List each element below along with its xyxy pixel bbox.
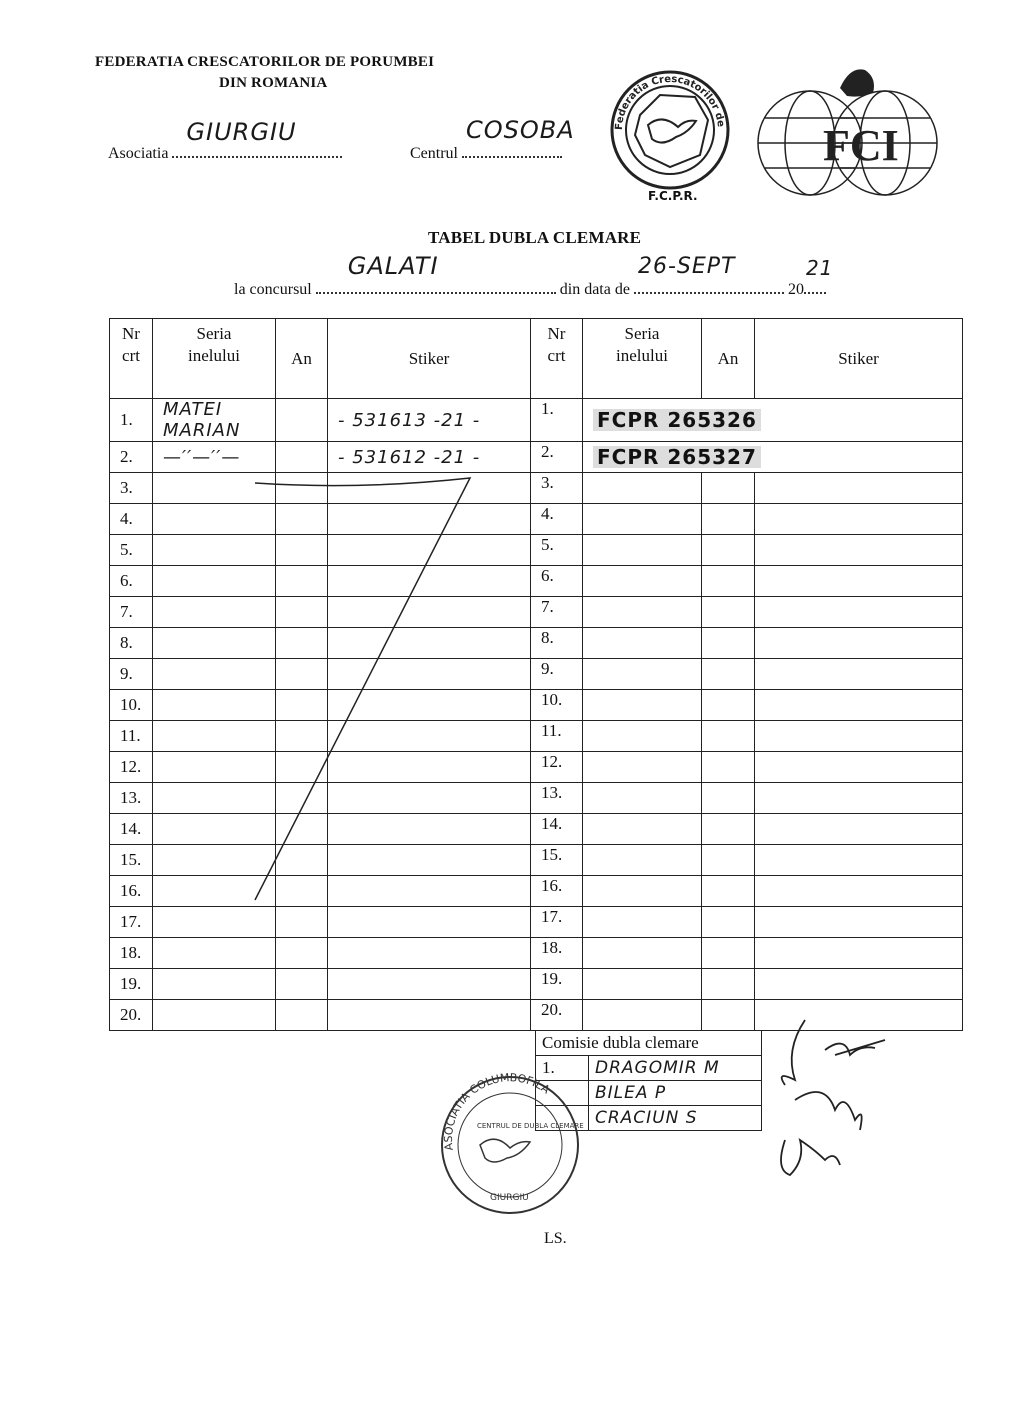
year-prefix: 20 <box>787 281 804 298</box>
row-nr-left[interactable]: 15. <box>110 845 153 876</box>
row-nr-left[interactable]: 10. <box>110 690 153 721</box>
row-nr-right[interactable]: 17. <box>531 907 583 938</box>
header-nr-left: Nr crt <box>110 319 153 399</box>
row-nr-right[interactable]: 18. <box>531 938 583 969</box>
fcpr-ring-text: Federatia Crescatorilor de <box>613 73 726 131</box>
row-nr-right[interactable]: 14. <box>531 814 583 845</box>
row-nr-left[interactable]: 17. <box>110 907 153 938</box>
row-nr-right[interactable]: 7. <box>531 597 583 628</box>
row-nr-left[interactable]: 6. <box>110 566 153 597</box>
row-nr-right[interactable]: 12. <box>531 752 583 783</box>
federation-name-line1: FEDERATIA CRESCATORILOR DE PORUMBEI <box>95 54 435 70</box>
row-nr-right[interactable]: 13. <box>531 783 583 814</box>
row-nr-left[interactable]: 14. <box>110 814 153 845</box>
row-nr-right[interactable]: 4. <box>531 504 583 535</box>
centrul-label: Centrul <box>410 145 458 162</box>
commission-title: Comisie dubla clemare <box>536 1031 762 1056</box>
row-nr-left[interactable]: 1. <box>110 399 153 442</box>
row-nr-left[interactable]: 3. <box>110 473 153 504</box>
row-nr-left[interactable]: 18. <box>110 938 153 969</box>
row-nr-right[interactable]: 19. <box>531 969 583 1000</box>
row-nr-left[interactable]: 13. <box>110 783 153 814</box>
stamp-bottom-text: GIURGIU <box>490 1193 529 1203</box>
header-an-right: An <box>702 319 755 399</box>
row-nr-left[interactable]: 9. <box>110 659 153 690</box>
row-nr-right[interactable]: 15. <box>531 845 583 876</box>
row-stiker-left[interactable]: - 531613 -21 - <box>328 399 531 442</box>
row-nr-right[interactable]: 1. <box>531 399 583 442</box>
page-title: TABEL DUBLA CLEMARE <box>428 228 642 247</box>
data-value: 26-SEPT <box>637 254 736 279</box>
row-nr-left[interactable]: 11. <box>110 721 153 752</box>
row-nr-left[interactable]: 5. <box>110 535 153 566</box>
row-nr-right[interactable]: 2. <box>531 442 583 473</box>
row-seria-left[interactable]: MATEI MARIAN <box>153 399 276 442</box>
header-seria-left: Seria inelului <box>153 319 276 399</box>
row-nr-right[interactable]: 3. <box>531 473 583 504</box>
row-nr-left[interactable]: 8. <box>110 628 153 659</box>
row-nr-right[interactable]: 6. <box>531 566 583 597</box>
row-nr-right[interactable]: 8. <box>531 628 583 659</box>
year-suffix: 21 <box>805 256 834 280</box>
ls-label: LS. <box>544 1230 567 1247</box>
row-nr-right[interactable]: 16. <box>531 876 583 907</box>
header-stiker-right: Stiker <box>755 319 963 399</box>
commission-member: DRAGOMIR M <box>589 1056 762 1081</box>
commission-nr: 1. <box>536 1056 589 1081</box>
row-seria-left[interactable]: —′′—′′— <box>153 442 276 473</box>
row-nr-left[interactable]: 19. <box>110 969 153 1000</box>
fcpr-abbr: F.C.P.R. <box>648 189 698 203</box>
header-nr-right: Nr crt <box>531 319 583 399</box>
concurs-value: GALATI <box>347 252 439 280</box>
commission-member: BILEA P <box>589 1081 762 1106</box>
row-nr-left[interactable]: 7. <box>110 597 153 628</box>
row-nr-right[interactable]: 5. <box>531 535 583 566</box>
concurs-label: la concursul <box>234 281 312 298</box>
row-nr-left[interactable]: 2. <box>110 442 153 473</box>
federation-name-line2: DIN ROMANIA <box>219 75 328 91</box>
row-stiker-left[interactable]: - 531612 -21 - <box>328 442 531 473</box>
sticker-label: FCPR 265327 <box>593 446 761 468</box>
centrul-value: COSOBA <box>466 116 575 144</box>
signatures <box>765 1010 905 1190</box>
fci-text: FCI <box>823 121 899 170</box>
header-seria-right: Seria inelului <box>583 319 702 399</box>
stamp-center-text: CENTRUL DE DUBLA CLEMARE <box>477 1122 584 1130</box>
row-nr-right[interactable]: 11. <box>531 721 583 752</box>
row-nr-right[interactable]: 20. <box>531 1000 583 1031</box>
stamp-ring-text: ASOCIATIA COLUMBOFILA <box>441 1071 553 1152</box>
sticker-label: FCPR 265326 <box>593 409 761 431</box>
association-stamp <box>435 1070 585 1220</box>
data-label: din data de <box>559 281 630 298</box>
asociatia-label: Asociatia <box>108 145 169 162</box>
row-nr-left[interactable]: 16. <box>110 876 153 907</box>
row-nr-left[interactable]: 4. <box>110 504 153 535</box>
row-nr-right[interactable]: 9. <box>531 659 583 690</box>
header-stiker-left: Stiker <box>328 319 531 399</box>
row-nr-left[interactable]: 12. <box>110 752 153 783</box>
asociatia-value: GIURGIU <box>186 118 297 146</box>
header-an-left: An <box>276 319 328 399</box>
commission-member: CRACIUN S <box>589 1106 762 1131</box>
row-nr-right[interactable]: 10. <box>531 690 583 721</box>
row-nr-left[interactable]: 20. <box>110 1000 153 1031</box>
